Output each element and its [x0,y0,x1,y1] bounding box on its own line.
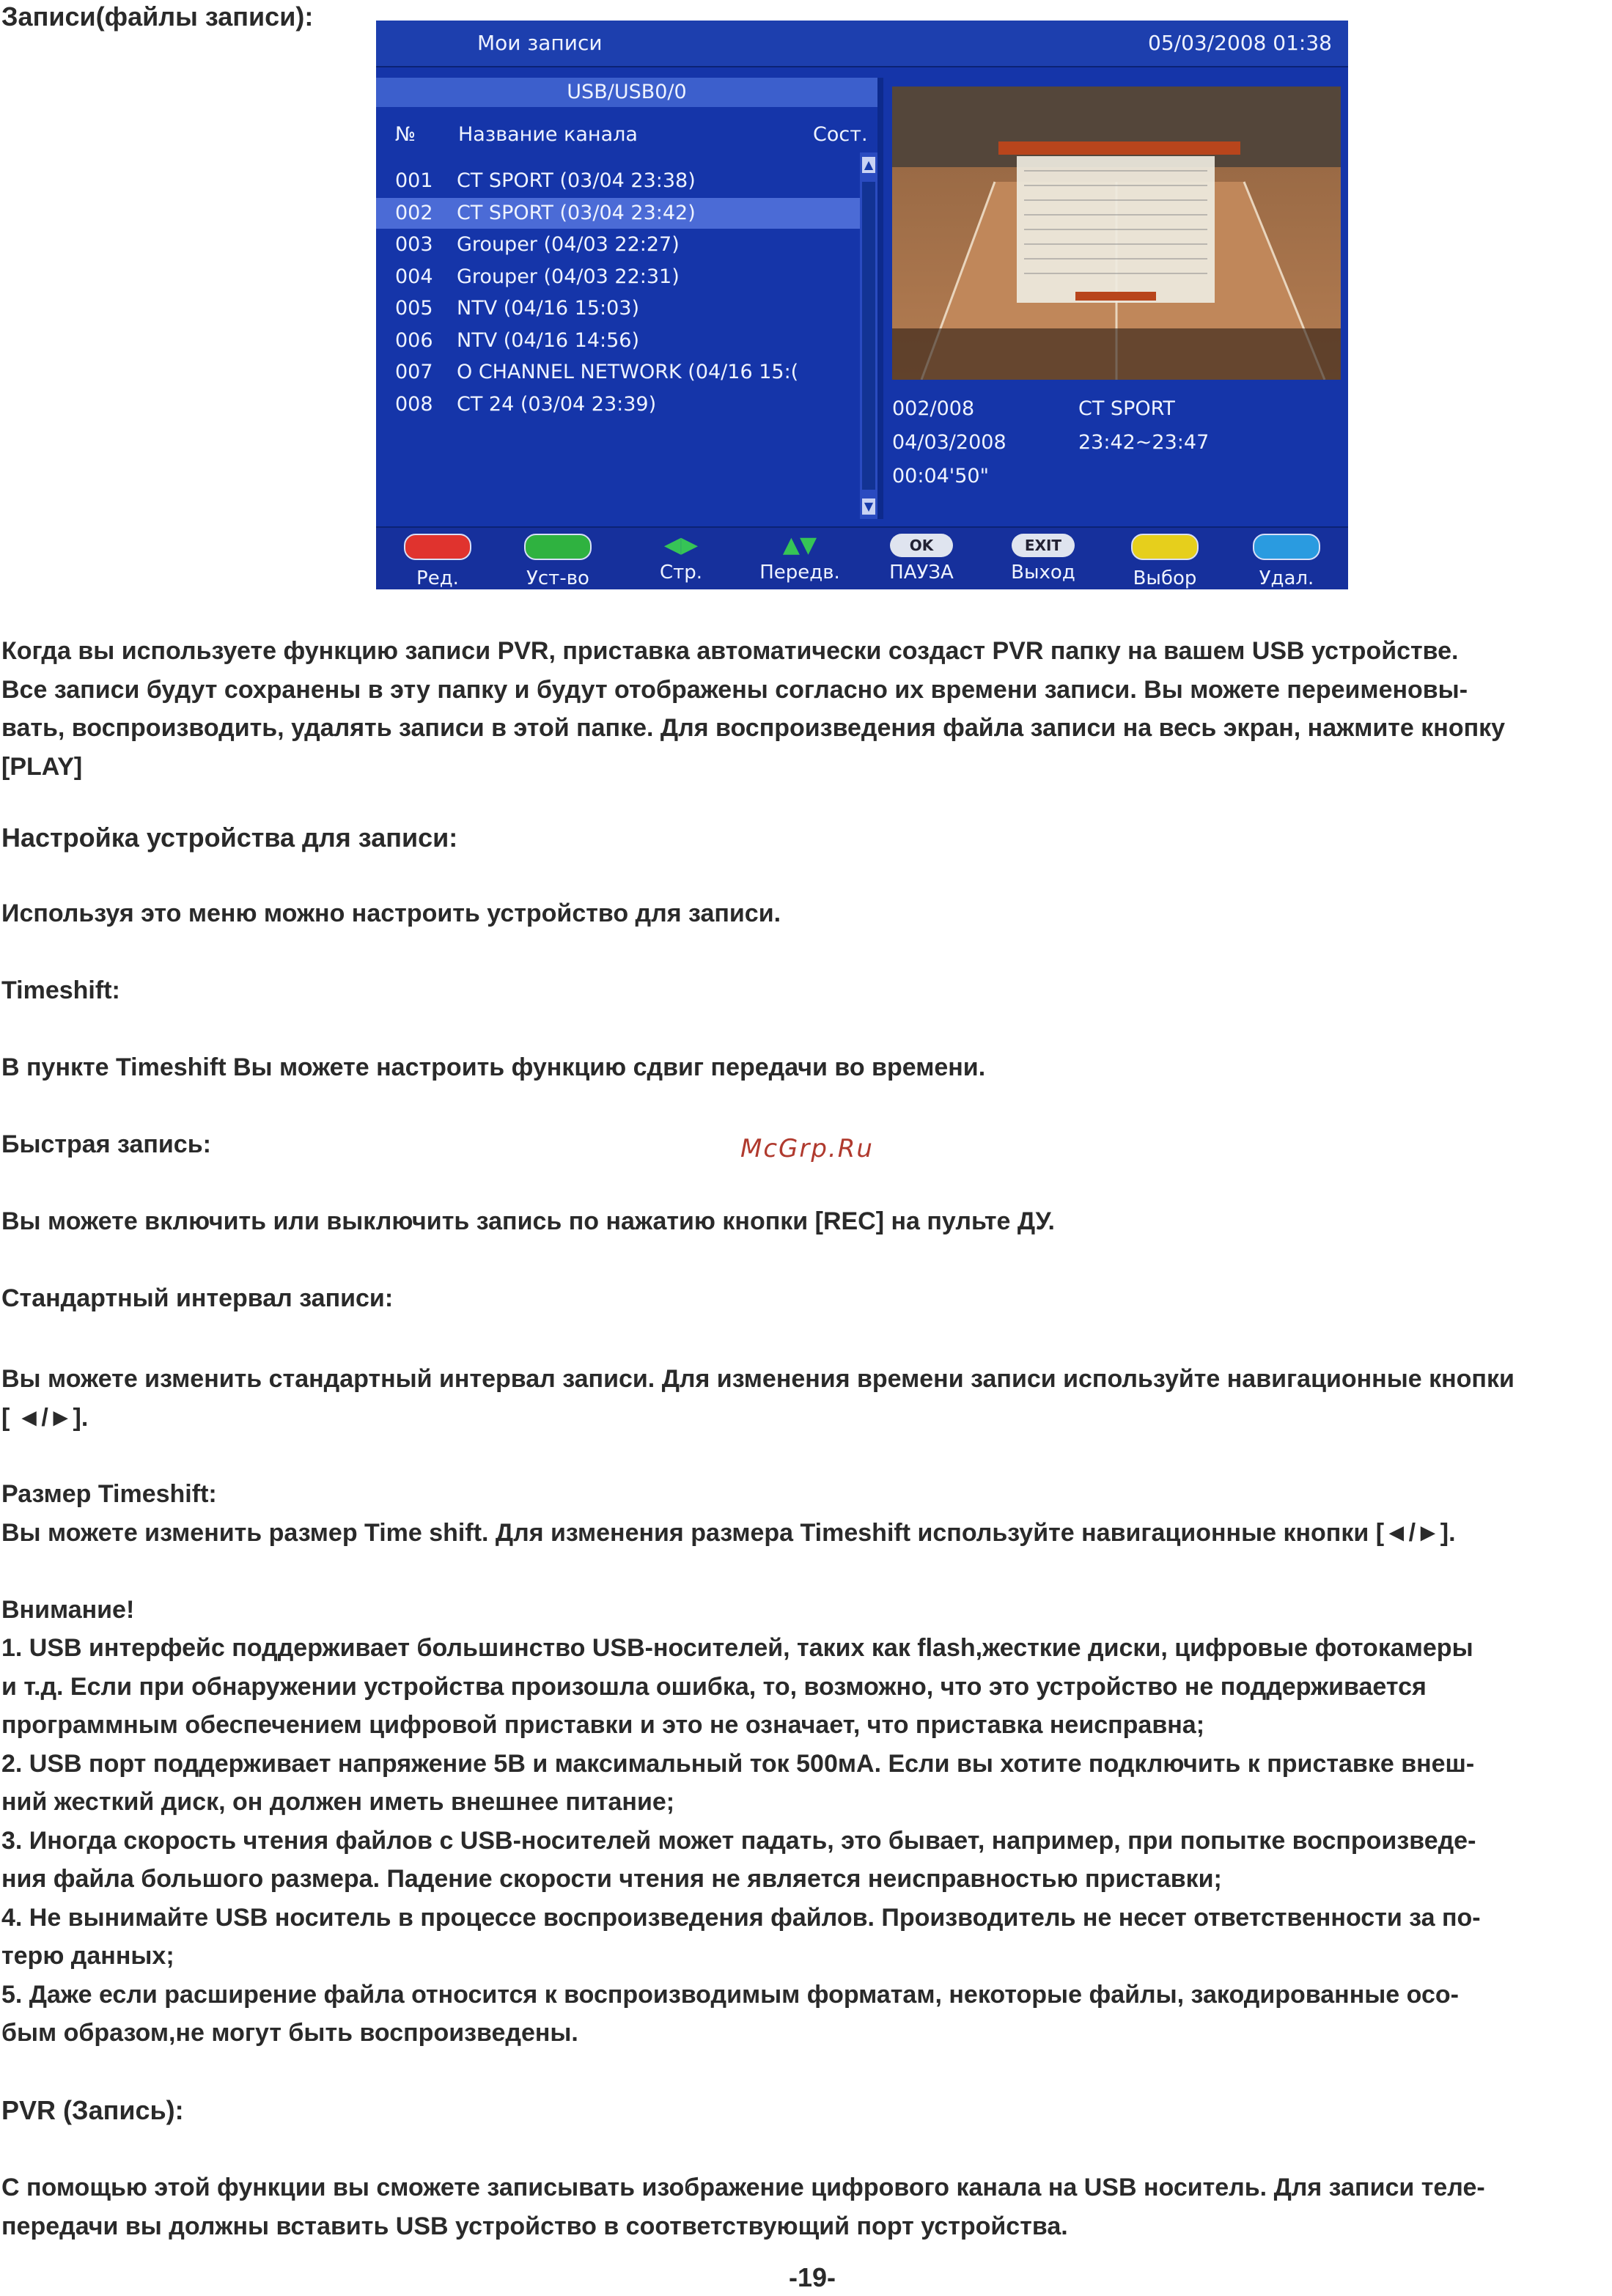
exit-key-label: Выход [1011,562,1075,584]
ok-key-label: ПАУЗА [889,562,954,584]
timeshift-text: В пункте Timeshift Вы можете настроить функцию сдвиг передачи во времени. [1,1053,986,1081]
ok-key-icon: OK [890,534,953,557]
scroll-down-icon[interactable]: ▼ [862,498,875,515]
intro-paragraph: Когда вы используете функцию записи PVR, приставка автоматически создаст PVR папку на вашем USB устройстве. Все записи будут сохранены в эту папку и будут отображены согласно их времени записи. Вы можете переименовы- вать, воспроизводить, удалять записи в этой папке. Для воспроизведения файла записи на весь экран, нажмите кнопку [PLAY] [1,637,1506,781]
info-channel: CT SPORT [1078,397,1175,420]
sports-hall-image [892,87,1341,380]
info-time: 23:42~23:47 [1078,431,1210,454]
quick-record-label: Быстрая запись: [1,1130,211,1158]
up-down-arrows-icon: ▲▼ [782,532,817,558]
recording-row[interactable] [376,166,860,196]
blue-key-label: Удал. [1259,567,1314,589]
info-date: 04/03/2008 [892,431,1006,454]
list-scrollbar[interactable] [860,152,877,519]
recording-row[interactable] [376,262,860,292]
page-keys-label: Стр. [659,562,703,584]
recording-name: CT SPORT (03/04 23:38) [457,169,696,192]
recording-number: 005 [395,297,433,320]
attention-label: Внимание! [1,1596,135,1624]
left-right-arrows-icon: ◀▶ [663,532,699,558]
recording-name: O CHANNEL NETWORK (04/16 15:( [457,361,799,383]
screen-header [376,21,1348,67]
timeshift-label: Timeshift: [1,976,120,1004]
red-key-icon [404,534,471,560]
recording-name: Grouper (04/03 22:27) [457,233,680,256]
recording-name: CT SPORT (03/04 23:42) [457,201,696,224]
screen-title: Мои записи [477,31,603,55]
recording-name: Grouper (04/03 22:31) [457,265,680,288]
ok-key[interactable] [863,534,980,584]
move-keys-label: Передв. [759,562,840,584]
page-keys[interactable] [622,534,740,584]
pvr-heading: PVR (Запись): [1,2095,184,2125]
green-key-icon [524,534,592,560]
recordings-screen [376,21,1348,589]
red-key[interactable] [379,534,496,589]
recording-name: CT 24 (03/04 23:39) [457,392,657,416]
quick-record-text: Вы можете включить или выключить запись по нажатию кнопки [REC] на пульте ДУ. [1,1207,1055,1235]
recording-name: NTV (04/16 14:56) [457,328,640,352]
info-duration: 00:04'50" [892,465,990,487]
recording-number: 007 [395,361,433,383]
recording-number: 001 [395,169,433,192]
recording-row[interactable] [376,198,860,229]
scroll-thumb[interactable] [862,182,875,490]
recording-name: NTV (04/16 15:03) [457,297,640,320]
recording-row[interactable] [376,293,860,324]
exit-key-icon: EXIT [1012,534,1075,557]
blue-key-icon [1253,534,1320,560]
move-keys[interactable] [741,534,858,584]
usb-path: USB/USB0/0 [376,78,877,107]
yellow-key-label: Выбор [1133,567,1197,589]
timeshift-size-label: Размер Timeshift: [1,1480,217,1508]
info-index: 002/008 [892,397,975,420]
exit-key[interactable] [985,534,1102,584]
recording-row[interactable] [376,325,860,356]
watermark: McGrp.Ru [740,1134,874,1163]
recording-row[interactable] [376,229,860,260]
pvr-text: С помощью этой функции вы сможете записывать изображение цифрового канала на USB носитель. Для записи теле- передачи вы должны вставить USB устройство в соответствующий порт устройства. [1,2174,1485,2240]
recording-row[interactable] [376,357,860,388]
green-key-label: Уст-во [526,567,589,589]
interval-label: Стандартный интервал записи: [1,1284,394,1312]
screen-datetime: 05/03/2008 01:38 [1148,31,1332,55]
timeshift-size-text: Вы можете изменить размер Time shift. Для изменения размера Timeshift используйте навигационные кнопки [◄/►]. [1,1519,1456,1547]
blue-key[interactable] [1228,534,1345,589]
recording-number: 008 [395,392,433,416]
recording-number: 003 [395,233,433,256]
recording-number: 002 [395,201,433,224]
recording-number: 006 [395,328,433,352]
red-key-label: Ред. [416,567,459,589]
interval-text: Вы можете изменить стандартный интервал записи. Для изменения времени записи используйте навигационные кнопки [ ◄/►]. [1,1365,1515,1432]
col-number: № [395,123,416,146]
page-number: -19- [789,2262,836,2292]
scroll-up-icon[interactable]: ▲ [862,157,875,173]
col-channel-name: Название канала [458,123,638,146]
setup-heading: Настройка устройства для записи: [1,823,458,853]
setup-text: Используя это меню можно настроить устройство для записи. [1,899,781,927]
records-heading: Записи(файлы записи): [1,1,314,32]
col-state: Сост. [813,123,868,146]
video-preview [892,87,1341,380]
attention-list: 1. USB интерфейс поддерживает большинство USB-носителей, таких как flash,жесткие диски, цифровые фотокамеры и т.д. Если при обнаружении устройства произошла ошибка, то, возможно, что это устройство не поддерживается программным обеспечением цифровой приставки и это не означает, что приставка неисправна; 2. USB порт поддерживает напряжение 5В и максимальный ток 500мА. Если вы хотите подключить к приставке внеш- ний жесткий диск, он должен иметь внешнее питание; 3. Иногда скорость чтения файлов с USB-носителей может падать, это бывает, например, при попытке воспроизведе- ния файла большого размера. Падение скорости чтения не является неисправностью приставки; 4. Не вынимайте USB носитель в процессе воспроизведения файлов. Производитель не несет ответственности за по- терю данных; 5. Даже если расширение файла относится к воспроизводимым форматам, некоторые файлы, закодированные осо- бым образом,не могут быть воспроизведены. [1,1634,1481,2047]
panel-divider [877,78,883,519]
recording-number: 004 [395,265,433,288]
screen-footer [376,526,1348,589]
recording-row[interactable] [376,389,860,420]
green-key[interactable] [499,534,617,589]
yellow-key[interactable] [1106,534,1223,589]
yellow-key-icon [1131,534,1199,560]
